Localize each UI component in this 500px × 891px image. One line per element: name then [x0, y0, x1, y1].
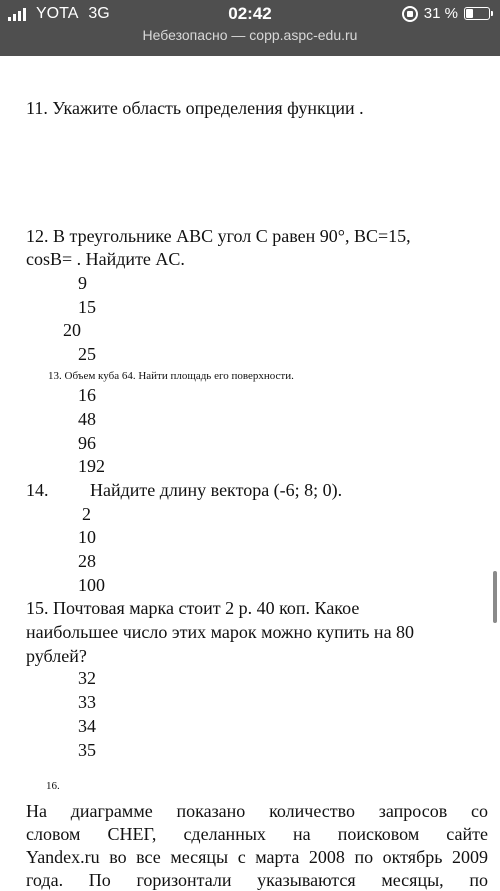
network-type: 3G	[88, 5, 110, 22]
question-12-option-2[interactable]: 15	[78, 297, 96, 317]
address-bar[interactable]	[0, 27, 500, 49]
question-12-option-3[interactable]: 20	[63, 320, 81, 340]
battery-icon	[464, 7, 490, 20]
question-16-line-3: Yandex.ru во все месяцы с марта 2008 по октябрь 2009	[26, 847, 488, 867]
page-scrollbar[interactable]	[493, 571, 497, 623]
question-13-option-2[interactable]: 48	[78, 409, 96, 429]
question-12-option-1[interactable]: 9	[78, 273, 87, 293]
question-15-line-3: рублей?	[26, 646, 87, 666]
question-16-number: 16.	[46, 780, 60, 792]
address-bar-text: Небезопасно — copp.aspc-edu.ru	[142, 27, 358, 43]
question-16-line-4: года. По горизонтали указываются месяцы, по	[26, 870, 488, 890]
question-13-option-1[interactable]: 16	[78, 385, 96, 405]
question-16-line-2: словом СНЕГ, сделанных на поисковом сайте	[26, 824, 488, 844]
question-14-option-2[interactable]: 10	[78, 527, 96, 547]
question-14-text: Найдите длину вектора (-6; 8; 0).	[90, 480, 343, 500]
question-13-option-3[interactable]: 96	[78, 433, 96, 453]
question-13-text: 13. Объем куба 64. Найти площадь его поверхности.	[48, 370, 294, 382]
question-12-line-2: cosB= . Найдите AC.	[26, 249, 185, 269]
question-15-option-3[interactable]: 34	[78, 716, 96, 736]
status-bar	[0, 0, 500, 30]
question-13-option-4[interactable]: 192	[78, 456, 105, 476]
question-14-option-1[interactable]: 2	[82, 504, 91, 524]
status-time: 02:42	[228, 4, 272, 23]
question-15-line-1: 15. Почтовая марка стоит 2 р. 40 коп. Какое	[26, 598, 360, 618]
carrier-name: YOTA	[36, 5, 79, 22]
battery-percent: 31 %	[423, 5, 458, 22]
status-right	[402, 5, 490, 22]
question-14-number: 14.	[26, 480, 49, 500]
question-15-option-1[interactable]: 32	[78, 668, 96, 688]
question-14-option-3[interactable]: 28	[78, 551, 96, 571]
question-14-option-4[interactable]: 100	[78, 575, 105, 595]
orientation-lock-icon	[402, 6, 418, 22]
question-15-option-4[interactable]: 35	[78, 740, 96, 760]
question-15-option-2[interactable]: 33	[78, 692, 96, 712]
question-16-line-1: На диаграмме показано количество запросов со	[26, 801, 488, 821]
question-11-text: 11. Укажите область определения функции .	[26, 98, 364, 118]
page-content	[0, 56, 500, 889]
question-12-option-4[interactable]: 25	[78, 344, 96, 364]
question-15-line-2: наибольшее число этих марок можно купить на 80	[26, 622, 415, 642]
browser-top-bar	[0, 0, 500, 56]
question-12-line-1: 12. В треугольнике ABC угол C равен 90°, BC=15,	[26, 226, 411, 246]
